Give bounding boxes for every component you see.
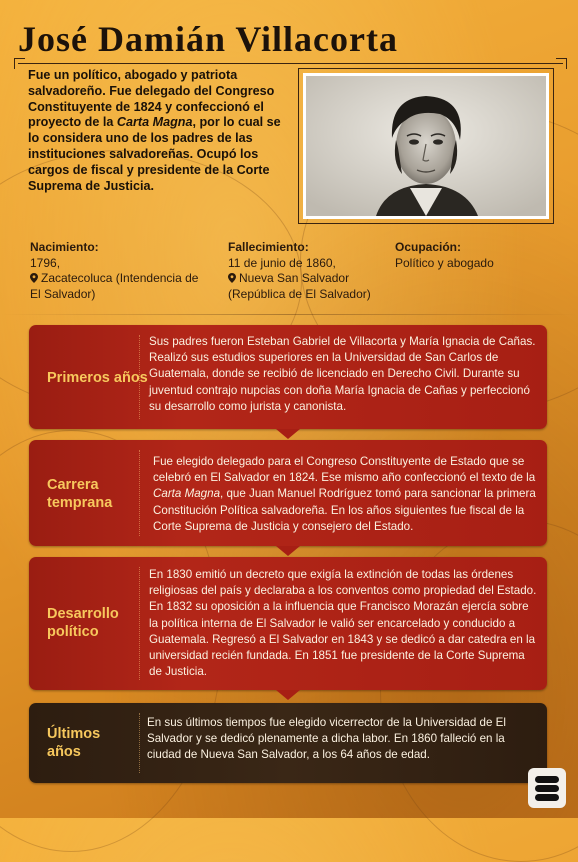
- birth-info: [30, 240, 198, 302]
- section-label: [47, 605, 119, 641]
- section-text-part: , que Juan Manuel Rodríguez tomó para sancionar la primera Constitución Política salvadoreña. En los años siguientes fue fiscal de la Corte Suprema de Justicia y consejero del Estado.: [153, 487, 536, 533]
- site-logo-icon[interactable]: [528, 768, 566, 808]
- section-label-line: años: [47, 744, 81, 760]
- portrait-image: [303, 73, 549, 219]
- frame-corner: [556, 58, 567, 69]
- section-label-line: Desarrollo: [47, 606, 119, 622]
- section-early-years: [29, 325, 547, 429]
- section-connector: [276, 690, 300, 700]
- section-divider: [139, 335, 140, 419]
- death-place-line: Nueva San Salvador: [239, 271, 350, 285]
- birth-place: [30, 271, 198, 287]
- section-label: [47, 725, 100, 761]
- section-label-line: Carrera: [47, 477, 99, 493]
- section-last-years: [29, 703, 547, 783]
- death-place: [228, 271, 371, 287]
- section-text: En 1830 emitió un decreto que exigía la extinción de todas las órdenes religiosas del país y declaraba a los conventos como propiedad del Estado. En 1832 su oposición a la influencia que Francisco Morazán ejercía sobre la política interna de El Salvador le valió ser encarcelado y conducido a Guatemala. Regresó a El Salvador en 1843 y se dedicó a dar catedra en la universidad recién fundada. En 1851 fue presidente de la Corte Suprema de Justicia.: [149, 568, 537, 679]
- death-label: Fallecimiento:: [228, 240, 309, 254]
- birth-label: Nacimiento:: [30, 240, 99, 254]
- section-divider: [139, 713, 140, 773]
- title-rule: [18, 63, 563, 64]
- intro-emphasis: Carta Magna: [116, 115, 193, 130]
- section-political-development: [29, 557, 547, 690]
- portrait-frame: [298, 68, 554, 224]
- section-label: [47, 476, 112, 512]
- birth-year: 1796,: [30, 255, 61, 270]
- section-connector: [276, 429, 300, 439]
- birth-place-line: El Salvador): [30, 286, 96, 301]
- death-info: [228, 240, 371, 302]
- section-text: En sus últimos tiempos fue elegido vicerrector de la Universidad de El Salvador y se dedicó plenamente a dicha labor. En 1860 falleció en la ciudad de Nueva San Salvador, a los 64 años de edad.: [147, 716, 506, 762]
- section-label: Primeros años: [47, 370, 148, 386]
- frame-corner: [14, 58, 25, 69]
- section-label-line: temprana: [47, 495, 113, 511]
- section-divider: [139, 567, 140, 680]
- occupation-value: Político y abogado: [395, 255, 494, 270]
- section-label-line: político: [47, 624, 99, 640]
- portrait-drawing: [306, 76, 546, 216]
- section-text: [153, 454, 539, 535]
- section-early-career: [29, 440, 547, 546]
- section-text-part: Fue elegido delegado para el Congreso Constituyente de Estado que se celebró en El Salvador en 1824. Ese mismo año confeccionó el texto de la: [153, 455, 536, 485]
- death-date: 11 de junio de 1860,: [228, 255, 336, 270]
- death-place-line: (República de El Salvador): [228, 286, 371, 301]
- map-pin-icon: [30, 273, 38, 283]
- section-label-line: Últimos: [47, 726, 101, 742]
- section-connector: [276, 546, 300, 556]
- occupation-label: Ocupación:: [395, 240, 462, 254]
- occupation-info: [395, 240, 494, 271]
- birth-place-line: Zacatecoluca (Intendencia de: [41, 271, 199, 285]
- intro-text: Fue un político, abogado y patriota salvadoreño. Fue delegado del Congreso Constituyente de 1824 y confeccionó el proyecto de la: [28, 68, 275, 130]
- page-title: José Damián Villacorta: [18, 19, 398, 59]
- intro-paragraph: [28, 68, 286, 194]
- logo-mark: [528, 768, 566, 808]
- intro-text: , por lo cual se lo considera uno de los padres de las instituciones salvadoreñas. Ocupó los cargos de fiscal y presidente de la Corte Suprema de Justicia.: [28, 115, 281, 193]
- facts-divider: [0, 314, 578, 315]
- map-pin-icon: [228, 273, 236, 283]
- section-text-emphasis: Carta Magna: [153, 487, 221, 501]
- section-divider: [139, 450, 140, 536]
- section-text: Sus padres fueron Esteban Gabriel de Villacorta y María Ignacia de Cañas. Realizó sus estudios superiores en la Universidad de San Carlos de Guatemala, donde se recibió de licenciado en Derecho Civil. Durante su juventud contrajo nupcias con doña María Ignacia de Cañas y perfeccionó su desarrollo como jurista y canonista.: [149, 335, 536, 413]
